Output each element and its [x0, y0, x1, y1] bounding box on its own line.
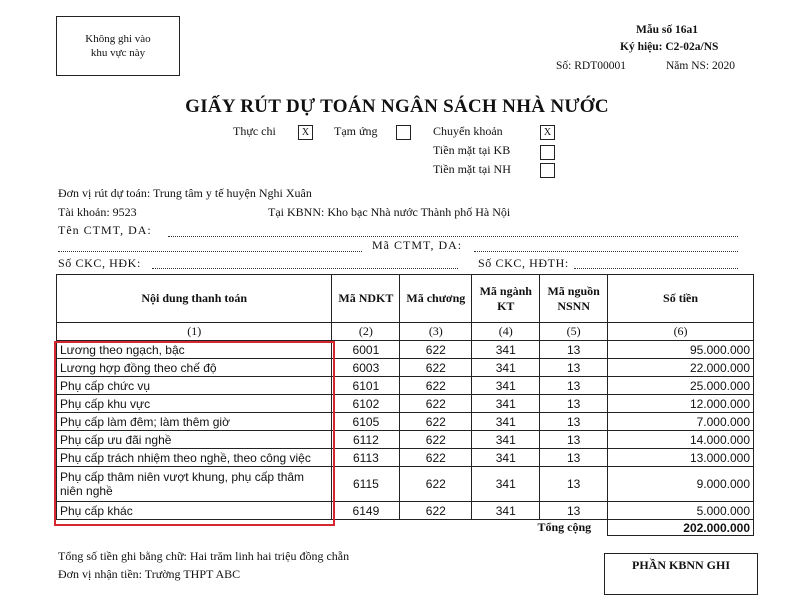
cell-nguon: 13: [540, 395, 608, 413]
cell-chuong: 622: [400, 431, 472, 449]
cell-amount: 9.000.000: [608, 467, 754, 502]
cell-ndkt: 6115: [332, 467, 400, 502]
cell-ndkt: 6003: [332, 359, 400, 377]
cell-nganh: 341: [472, 413, 540, 431]
option-tien-mat-nh-checkbox[interactable]: [540, 163, 555, 178]
cell-content: Phụ cấp thâm niên vượt khung, phụ cấp thâm niên nghề: [57, 467, 332, 502]
cell-amount: 7.000.000: [608, 413, 754, 431]
cell-chuong: 622: [400, 341, 472, 359]
ctmt-name-label: Tên CTMT, DA:: [58, 223, 152, 237]
cell-nganh: 341: [472, 359, 540, 377]
cell-content: Phụ cấp chức vụ: [57, 377, 332, 395]
form-number: Mẫu số 16a1: [636, 24, 698, 36]
treasury-section-box: PHẦN KBNN GHI: [604, 553, 758, 595]
option-chuyen-khoan-checkbox[interactable]: X: [540, 125, 555, 140]
cell-ndkt: 6112: [332, 431, 400, 449]
cell-chuong: 622: [400, 395, 472, 413]
cell-amount: 95.000.000: [608, 341, 754, 359]
cell-amount: 5.000.000: [608, 502, 754, 520]
index-cell: (1): [57, 323, 332, 341]
account-number: Tài khoản: 9523: [58, 205, 137, 219]
header-ndkt: Mã NDKT: [332, 275, 400, 323]
ckc-hdk-dotted-line: [152, 268, 458, 269]
cell-nganh: 341: [472, 395, 540, 413]
option-thuc-chi-checkbox[interactable]: X: [298, 125, 313, 140]
amount-in-words: Tổng số tiền ghi bằng chữ: Hai trăm linh hai triệu đồng chẵn: [58, 549, 350, 563]
reserved-area-box: [56, 16, 180, 76]
cell-ndkt: 6113: [332, 449, 400, 467]
cell-amount: 12.000.000: [608, 395, 754, 413]
option-tien-mat-kb-checkbox[interactable]: [540, 145, 555, 160]
option-tien-mat-kb-label: Tiền mặt tại KB: [433, 143, 511, 157]
cell-nguon: 13: [540, 413, 608, 431]
cell-amount: 13.000.000: [608, 449, 754, 467]
option-chuyen-khoan-label: Chuyển khoản: [433, 124, 503, 138]
recipient-unit: Đơn vị nhận tiền: Trường THPT ABC: [58, 567, 241, 581]
cell-nguon: 13: [540, 359, 608, 377]
header-content: Nội dung thanh toán: [57, 275, 332, 323]
cell-content: Phụ cấp ưu đãi nghề: [57, 431, 332, 449]
treasury-name: Tại KBNN: Kho bạc Nhà nước Thành phố Hà Nội: [268, 205, 511, 219]
cell-ndkt: 6101: [332, 377, 400, 395]
cell-content: Phụ cấp trách nhiệm theo nghề, theo công việc: [57, 449, 332, 467]
cell-chuong: 622: [400, 413, 472, 431]
document-number: Số: RDT00001: [556, 60, 626, 72]
index-cell: (6): [608, 323, 754, 341]
cell-content: Lương hợp đồng theo chế độ: [57, 359, 332, 377]
cell-nganh: 341: [472, 341, 540, 359]
ckc-hdth-dotted-line: [574, 268, 738, 269]
cell-nguon: 13: [540, 502, 608, 520]
reserved-area-line1: Không ghi vào: [85, 33, 151, 45]
cell-content: Phụ cấp khác: [57, 502, 332, 520]
cell-chuong: 622: [400, 377, 472, 395]
total-label: Tổng cộng: [537, 520, 592, 535]
cell-ndkt: 6102: [332, 395, 400, 413]
cell-nguon: 13: [540, 377, 608, 395]
index-cell: (5): [540, 323, 608, 341]
highlight-box: [54, 341, 335, 526]
cell-nganh: 341: [472, 449, 540, 467]
cell-nguon: 13: [540, 341, 608, 359]
ctmt-name-dotted-line: [168, 236, 738, 237]
index-cell: (4): [472, 323, 540, 341]
cell-chuong: 622: [400, 359, 472, 377]
cell-nganh: 341: [472, 467, 540, 502]
cell-nganh: 341: [472, 377, 540, 395]
cell-content: Phụ cấp khu vực: [57, 395, 332, 413]
cell-chuong: 622: [400, 502, 472, 520]
header-chuong: Mã chương: [400, 275, 472, 323]
cell-nguon: 13: [540, 431, 608, 449]
cell-nganh: 341: [472, 431, 540, 449]
header-amount: Số tiền: [608, 275, 754, 323]
budget-year: Năm NS: 2020: [666, 60, 735, 72]
index-cell: (2): [332, 323, 400, 341]
cell-nguon: 13: [540, 467, 608, 502]
ctmt-code-dotted-right: [474, 251, 738, 252]
header-nguon: Mã nguồn NSNN: [540, 275, 608, 323]
ctmt-code-label: Mã CTMT, DA:: [372, 238, 463, 252]
cell-amount: 25.000.000: [608, 377, 754, 395]
cell-amount: 22.000.000: [608, 359, 754, 377]
reserved-area-line2: khu vực này: [90, 47, 146, 59]
option-tien-mat-nh-label: Tiền mặt tại NH: [433, 162, 511, 176]
table-index-row: [57, 323, 754, 341]
ckc-hdth-label: Số CKC, HĐTH:: [478, 256, 569, 270]
cell-ndkt: 6105: [332, 413, 400, 431]
ctmt-code-dotted-left: [58, 251, 362, 252]
total-amount: 202.000.000: [608, 520, 754, 536]
header-nganh: Mã ngành KT: [472, 275, 540, 323]
option-tam-ung-checkbox[interactable]: [396, 125, 411, 140]
option-tam-ung-label: Tạm ứng: [334, 124, 378, 138]
cell-ndkt: 6149: [332, 502, 400, 520]
page-title: GIẤY RÚT DỰ TOÁN NGÂN SÁCH NHÀ NƯỚC: [185, 96, 609, 117]
cell-nganh: 341: [472, 502, 540, 520]
ckc-hdk-label: Số CKC, HĐK:: [58, 256, 141, 270]
table-header-row: [57, 275, 754, 323]
option-thuc-chi-label: Thực chi: [233, 124, 276, 138]
cell-amount: 14.000.000: [608, 431, 754, 449]
cell-content: Lương theo ngạch, bậc: [57, 341, 332, 359]
cell-chuong: 622: [400, 449, 472, 467]
cell-nguon: 13: [540, 449, 608, 467]
cell-chuong: 622: [400, 467, 472, 502]
index-cell: (3): [400, 323, 472, 341]
form-symbol: Ký hiệu: C2-02a/NS: [620, 41, 719, 53]
cell-ndkt: 6001: [332, 341, 400, 359]
cell-content: Phụ cấp làm đêm; làm thêm giờ: [57, 413, 332, 431]
withdrawing-unit: Đơn vị rút dự toán: Trung tâm y tế huyện Nghi Xuân: [58, 186, 312, 200]
